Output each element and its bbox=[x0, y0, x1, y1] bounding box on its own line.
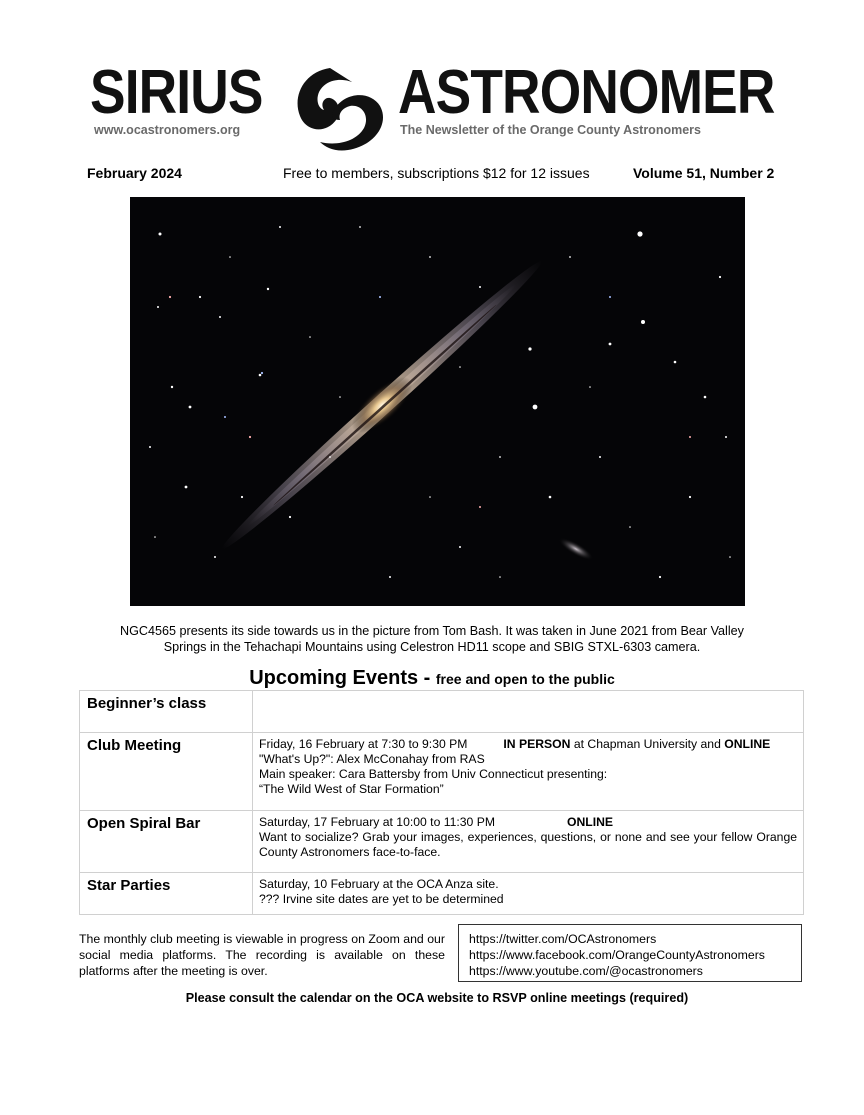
title-sirius: SIRIUS bbox=[90, 58, 263, 127]
photo-caption: NGC4565 presents its side towards us in the picture from Tom Bash. It was taken in June 2021 from Bear Valley Springs in the Tehachapi Mountains using Celestron HD11 scope and SBIG STXL-6303 camera. bbox=[120, 624, 744, 654]
event-line: Want to socialize? Grab your images, experiences, questions, or none and see your fellow Orange County Astronomers face-to-face. bbox=[259, 830, 797, 859]
table-row bbox=[80, 691, 804, 733]
events-heading bbox=[0, 667, 864, 690]
event-line: “The Wild West of Star Formation” bbox=[259, 782, 444, 796]
event-details bbox=[253, 811, 804, 873]
event-mode-online: ONLINE bbox=[724, 737, 771, 751]
newsletter-tagline: The Newsletter of the Orange County Astronomers bbox=[400, 123, 701, 137]
events-heading-sub: free and open to the public bbox=[435, 671, 615, 687]
event-name: Star Parties bbox=[80, 873, 253, 915]
event-name: Club Meeting bbox=[80, 733, 253, 811]
event-details bbox=[253, 733, 804, 811]
event-when: Saturday, 17 February at 10:00 to 11:30 PM bbox=[259, 815, 495, 829]
events-table bbox=[79, 690, 804, 915]
events-heading-main: Upcoming Events - bbox=[249, 667, 436, 689]
event-details bbox=[253, 691, 804, 733]
subscription-info: Free to members, subscriptions $12 for 12 issues bbox=[283, 165, 590, 181]
event-line: Main speaker: Cara Battersby from Univ Connecticut presenting: bbox=[259, 767, 608, 781]
rsvp-note: Please consult the calendar on the OCA website to RSVP online meetings (required) bbox=[185, 991, 689, 1005]
title-astronomer: ASTRONOMER bbox=[398, 58, 775, 127]
issue-date: February 2024 bbox=[87, 165, 182, 181]
facebook-link[interactable]: https://www.facebook.com/OrangeCountyAstronomers bbox=[469, 948, 765, 962]
event-line: ??? Irvine site dates are yet to be determined bbox=[259, 892, 504, 906]
event-line: Saturday, 10 February at the OCA Anza site. bbox=[259, 877, 499, 891]
zoom-note: The monthly club meeting is viewable in progress on Zoom and our social media platforms. The recording is available on these platforms after the meeting is over. bbox=[79, 932, 445, 978]
event-mode-inperson: IN PERSON bbox=[503, 737, 571, 751]
table-row bbox=[80, 733, 804, 811]
event-mode-online: ONLINE bbox=[567, 815, 614, 829]
event-line: "What's Up?": Alex McConahay from RAS bbox=[259, 752, 485, 766]
sirius-logo-icon bbox=[286, 62, 390, 154]
galaxy-image bbox=[130, 197, 745, 606]
twitter-link[interactable]: https://twitter.com/OCAstronomers bbox=[469, 932, 657, 946]
masthead bbox=[90, 58, 775, 150]
event-when: Friday, 16 February at 7:30 to 9:30 PM bbox=[259, 737, 468, 751]
event-details bbox=[253, 873, 804, 915]
volume-number: Volume 51, Number 2 bbox=[633, 165, 775, 181]
event-name: Open Spiral Bar bbox=[80, 811, 253, 873]
website-url[interactable]: www.ocastronomers.org bbox=[94, 123, 241, 137]
table-row bbox=[80, 873, 804, 915]
youtube-link[interactable]: https://www.youtube.com/@ocastronomers bbox=[469, 964, 703, 978]
social-links-box bbox=[458, 924, 802, 982]
galaxy-photo bbox=[130, 197, 745, 606]
table-row bbox=[80, 811, 804, 873]
event-name: Beginner’s class bbox=[80, 691, 253, 733]
event-mode-text: at Chapman University and bbox=[570, 737, 725, 751]
